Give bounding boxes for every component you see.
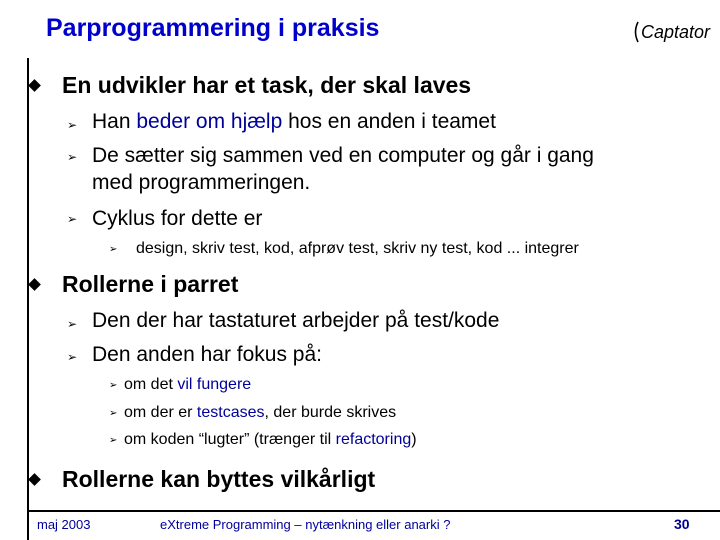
sub-2-2-1: om det vil fungere — [124, 376, 252, 393]
sub-2-2: Den anden har fokus på: — [92, 343, 322, 366]
slide-title: Parprogrammering i praksis — [46, 14, 380, 42]
bullet-3-text: Rollerne kan byttes vilkårligt — [62, 466, 376, 492]
sub-1-2-line1: De sætter sig sammen ved en computer og går i gang — [92, 144, 594, 167]
arrow-bullet-icon: ➢ — [67, 150, 78, 164]
sub-2-2-3: om koden “lugter” (trænger til refactoring) — [124, 431, 417, 448]
bullet-diamond-icon — [28, 473, 41, 486]
bullet-2-text: Rollerne i parret — [62, 271, 239, 297]
arrow-bullet-icon: ➢ — [67, 118, 78, 132]
sub-1-3: Cyklus for dette er — [92, 207, 263, 230]
bullet-diamond-icon — [28, 278, 41, 291]
sub-1-1: Han beder om hjælp hos en anden i teamet — [92, 110, 496, 133]
arrow-bullet-icon: ➢ — [67, 212, 78, 226]
arrow-bullet-icon: ➢ — [109, 435, 118, 446]
captator-logo — [632, 16, 714, 48]
arrow-bullet-icon: ➢ — [67, 317, 78, 331]
page-number: 30 — [674, 516, 690, 532]
arrow-bullet-icon: ➢ — [67, 350, 78, 364]
footer-date: maj 2003 — [37, 517, 91, 532]
sub-1-3-1: design, skriv test, kod, afprøv test, skriv ny test, kod ... integrer — [136, 240, 579, 257]
arrow-bullet-icon: ➢ — [109, 380, 118, 391]
bullet-diamond-icon — [28, 79, 41, 92]
sub-2-1: Den der har tastaturet arbejder på test/kode — [92, 309, 500, 332]
bullet-1-text: En udvikler har et task, der skal laves — [62, 72, 472, 98]
footer-rule — [27, 510, 720, 512]
sub-1-2-line2: med programmeringen. — [92, 171, 311, 194]
left-rule — [27, 58, 29, 540]
logo-text: Captator — [641, 22, 711, 42]
arrow-bullet-icon: ➢ — [109, 408, 118, 419]
arrow-bullet-icon: ➢ — [109, 244, 118, 255]
footer-title: eXtreme Programming – nytænkning eller anarki ? — [160, 517, 451, 532]
sub-2-2-2: om der er testcases, der burde skrives — [124, 404, 397, 421]
